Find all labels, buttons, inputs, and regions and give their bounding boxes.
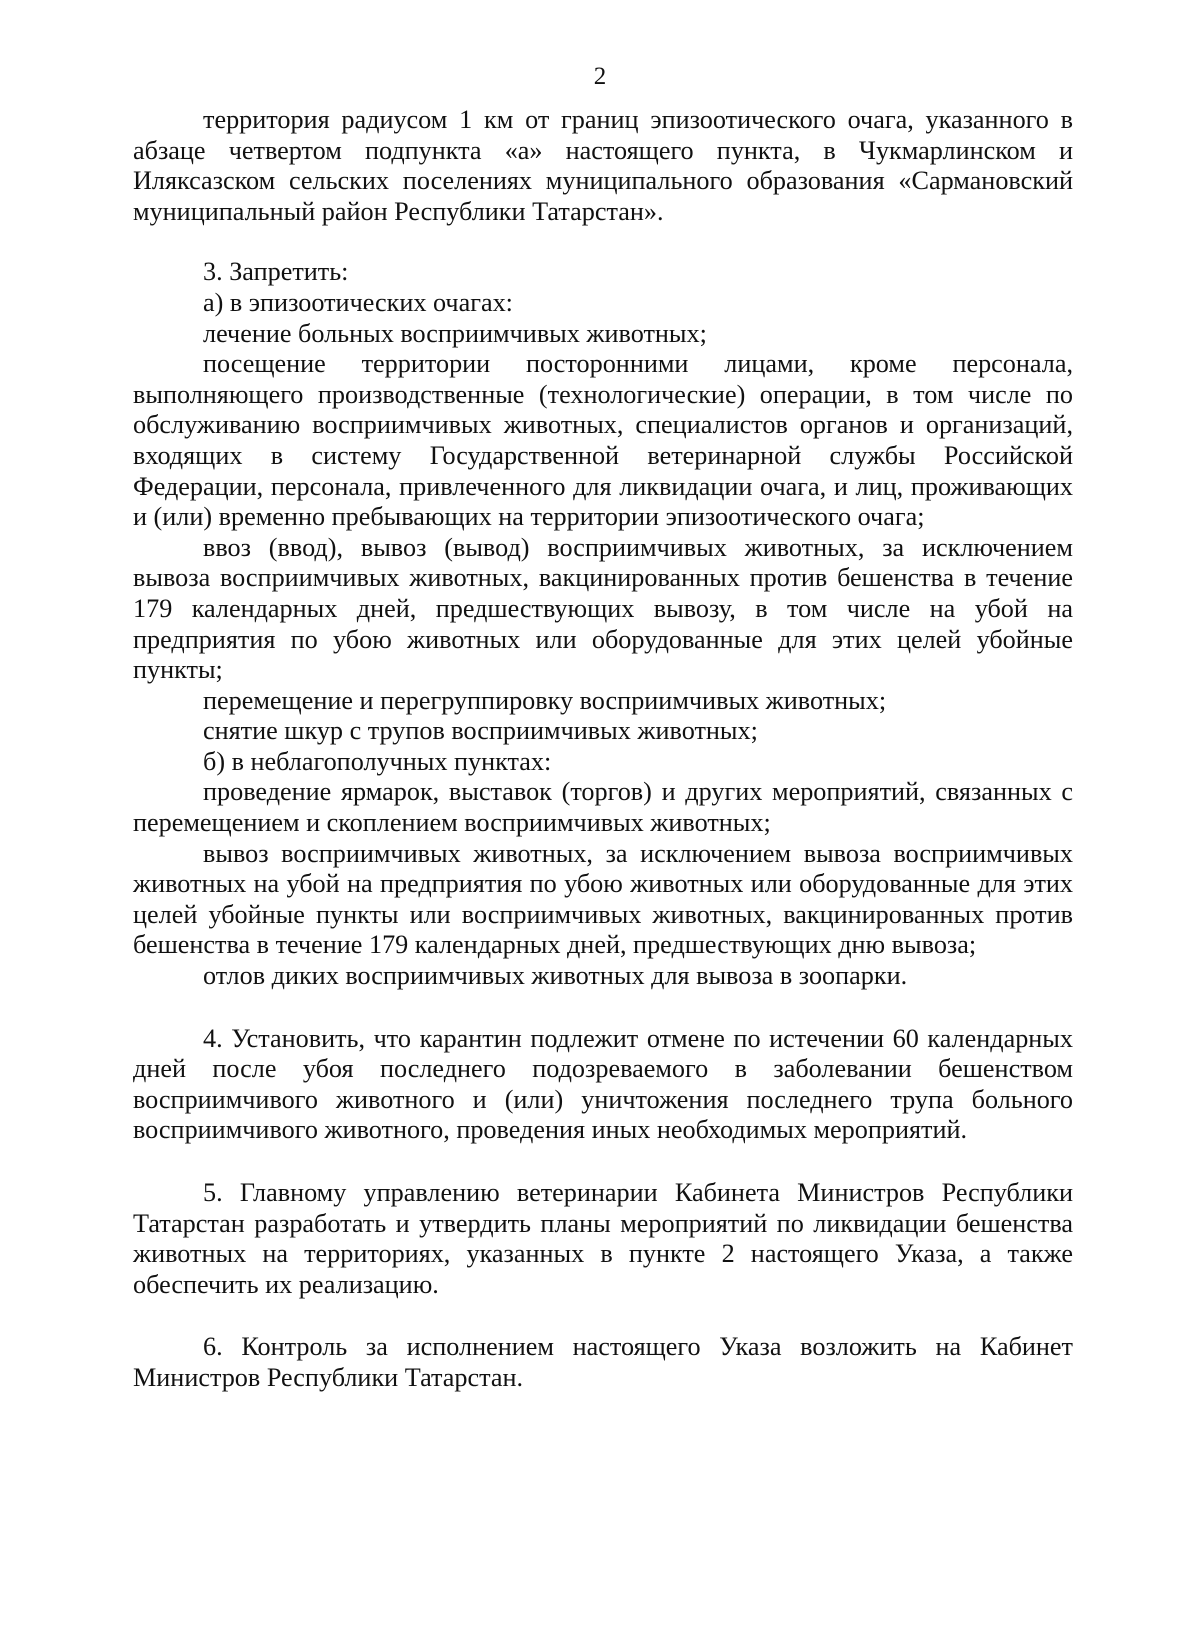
section-4-paragraph: 4. Установить, что карантин подлежит отмене по истечении 60 календарных дней после убоя последнего подозреваемого в заболевании бешенством восприимчивого животного и (или) уничтожения последнего трупа больного восприимчивого животного, проведения иных необходимых мероприятий. [133, 1023, 1073, 1145]
paragraph-spacer [133, 992, 1073, 1024]
section-3-b-item: проведение ярмарок, выставок (торгов) и других мероприятий, связанных с перемещением и скоплением восприимчивых животных; [133, 777, 1073, 838]
section-3-heading: 3. Запретить: [203, 257, 349, 287]
paragraph-spacer [133, 1300, 1073, 1332]
intro-paragraph: территория радиусом 1 км от границ эпизоотического очага, указанного в абзаце четвертом подпункта «а» настоящего пункта, в Чукмарлинском и Иляксазском сельских поселениях муниципального образования «Сармановский муниципальный район Республики Татарстан». [133, 105, 1073, 226]
section-3-b-item: отлов диких восприимчивых животных для вывоза в зоопарки. [203, 961, 908, 991]
section-3-subpoint-a: а) в эпизоотических очагах: [203, 287, 513, 317]
section-6-paragraph: 6. Контроль за исполнением настоящего Указа возложить на Кабинет Министров Республики Татарстан. [133, 1332, 1073, 1392]
section-3-a-item: ввоз (ввод), вывоз (вывод) восприимчивых животных, за исключением вывоза восприимчивых животных, вакцинированных против бешенства в течение 179 календарных дней, предшествующих вывозу, в том числе на убой на предприятия по убою животных или оборудованные для этих целей убойные пункты; [133, 532, 1073, 685]
section-3-b-item: вывоз восприимчивых животных, за исключением вывоза восприимчивых животных на убой на предприятия по убою животных или оборудованные для этих целей убойные пункты или восприимчивых животных, вакцинированных против бешенства в течение 179 календарных дней, предшествующих дню вывоза; [133, 838, 1073, 960]
section-3-a-item: перемещение и перегруппировку восприимчивых животных; [203, 685, 887, 715]
page-number: 2 [593, 63, 607, 90]
paragraph-spacer [133, 227, 1073, 257]
paragraph-spacer [133, 1146, 1073, 1178]
section-5-paragraph: 5. Главному управлению ветеринарии Кабинета Министров Республики Татарстан разработать и утвердить планы мероприятий по ликвидации бешенства животных на территориях, указанных в пункте 2 настоящего Указа, а также обеспечить их реализацию. [133, 1178, 1073, 1299]
section-3-a-item: снятие шкур с трупов восприимчивых животных; [203, 716, 758, 746]
section-3-a-item: лечение больных восприимчивых животных; [203, 318, 707, 348]
document-body [133, 105, 1073, 1394]
section-3-subpoint-b: б) в неблагополучных пунктах: [203, 746, 552, 776]
section-3-a-item: посещение территории посторонними лицами, кроме персонала, выполняющего производственные (технологические) операции, в том числе по обслуживанию восприимчивых животных, специалистов органов и организаций, входящих в систему Государственной ветеринарной службы Российской Федерации, персонала, привлеченного для ликвидации очага, и лиц, проживающих и (или) временно пребывающих на территории эпизоотического очага; [133, 349, 1073, 532]
